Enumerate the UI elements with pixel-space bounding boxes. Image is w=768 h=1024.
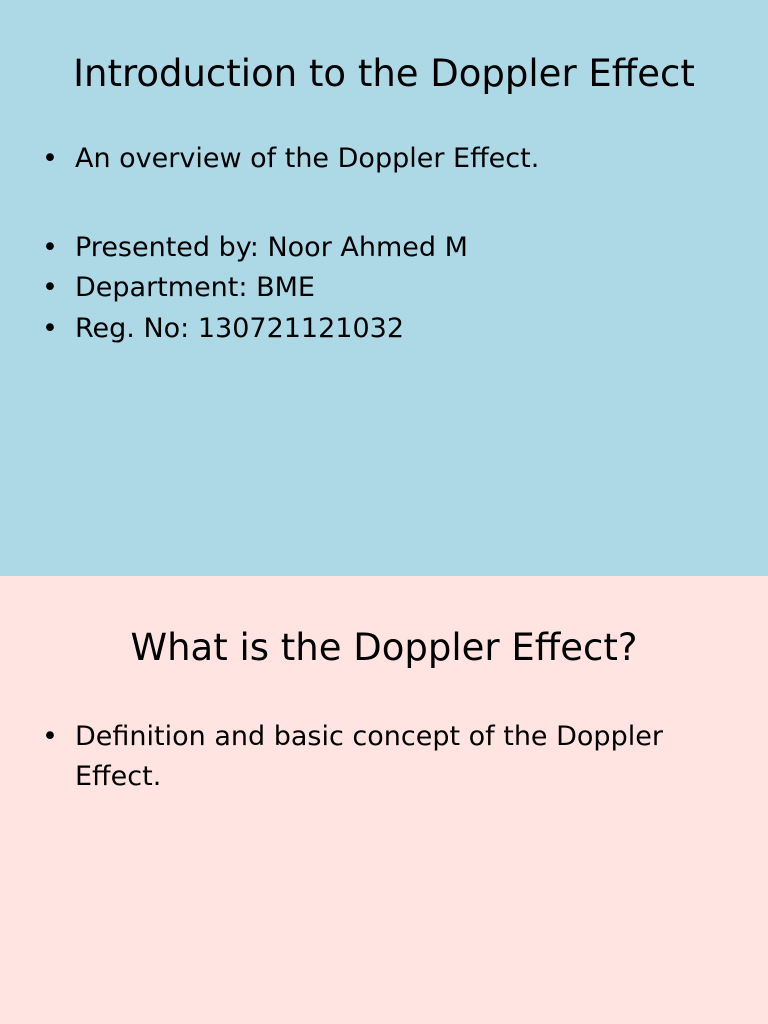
slide-1-bullet-presenter — [42, 228, 712, 269]
slide-1-bullet-overview — [42, 139, 712, 180]
bullet-icon: • — [42, 312, 58, 344]
bullet-icon: • — [42, 143, 58, 174]
bullet-icon: • — [42, 231, 58, 263]
bullet-text: An overview of the Doppler Effect. — [75, 143, 540, 174]
bullet-icon: • — [42, 272, 58, 303]
slide-1-title: Introduction to the Doppler Effect — [73, 52, 695, 95]
bullet-text: Department: BME — [75, 272, 315, 303]
slide-2-bullet-list — [42, 717, 712, 797]
bullet-icon: • — [42, 721, 58, 752]
slide-1-bullet-list — [42, 139, 712, 349]
bullet-text: Reg. No: 130721121032 — [75, 312, 404, 344]
slide-1-bullet-department — [42, 268, 712, 309]
slide-2 — [0, 576, 768, 1024]
slide-2-bullet-definition — [42, 717, 712, 797]
bullet-text: Definition and basic concept of the Doppler Effect. — [75, 721, 663, 792]
bullet-text: Presented by: Noor Ahmed M — [75, 231, 468, 263]
slide-2-title: What is the Doppler Effect? — [130, 626, 638, 669]
slide-1-bullet-reg-no — [42, 309, 712, 350]
